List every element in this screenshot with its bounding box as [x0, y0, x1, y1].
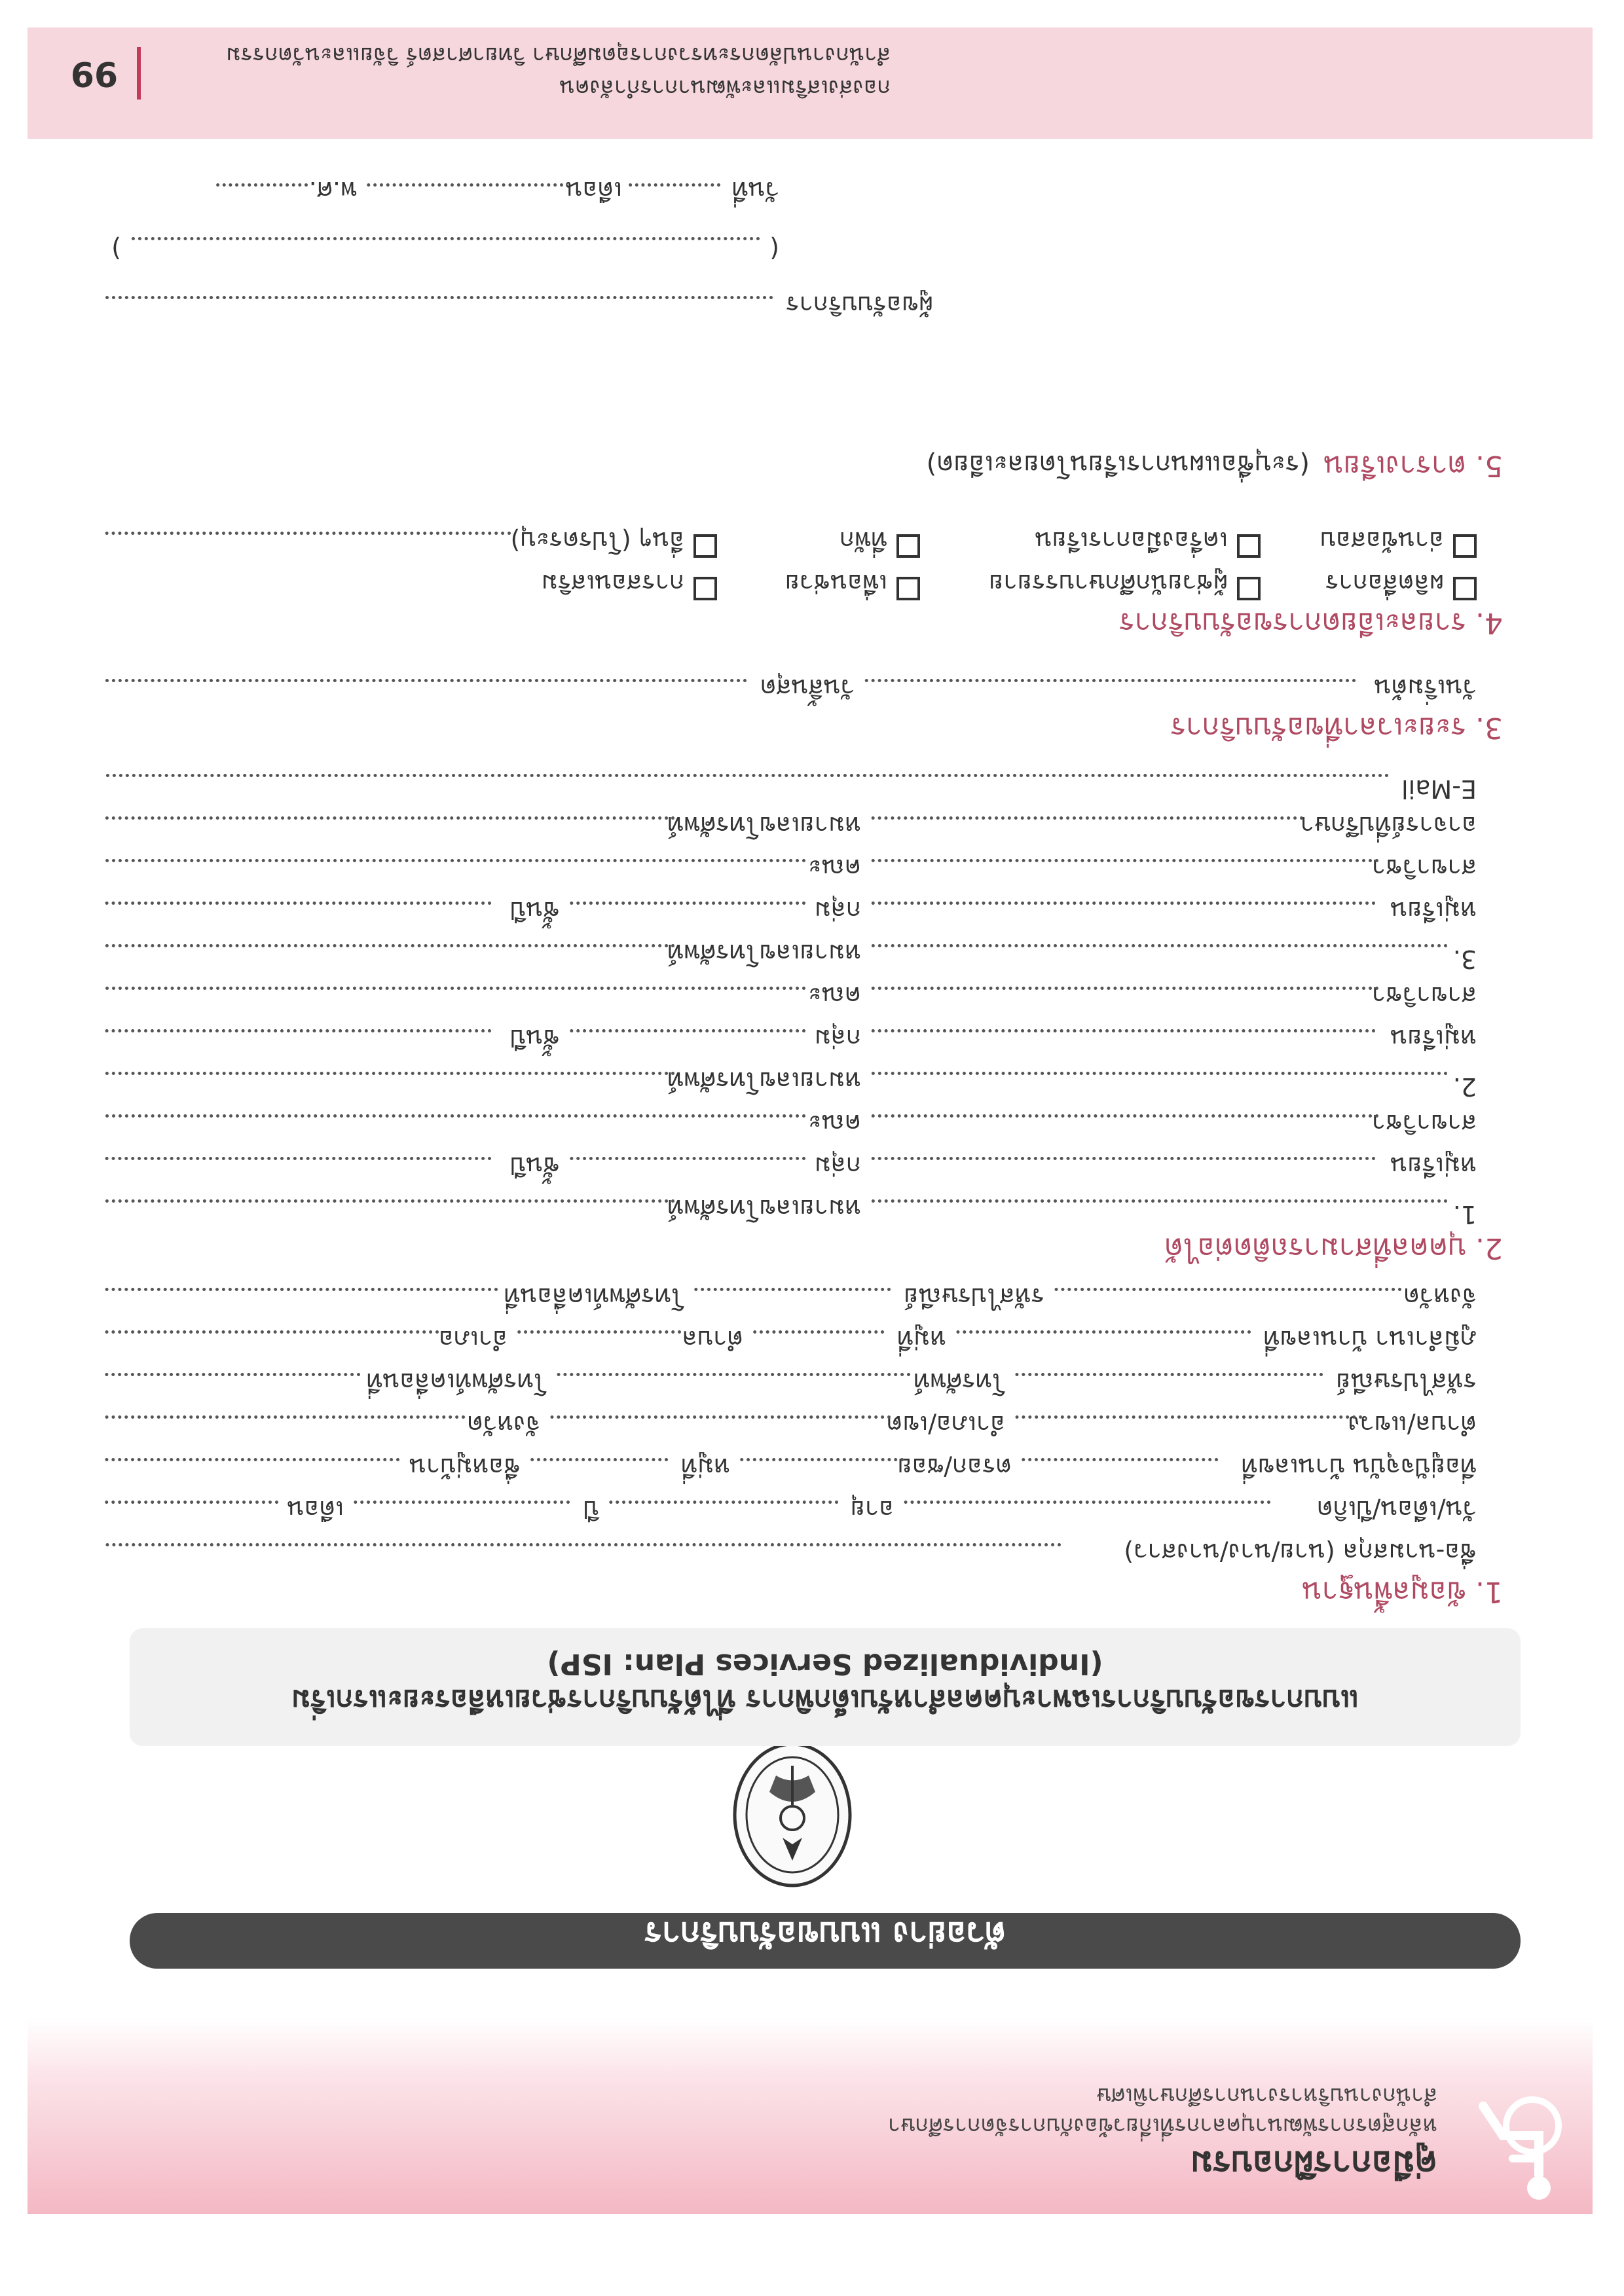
contact-3-faculty-input[interactable]: [105, 859, 805, 862]
soi-input[interactable]: [740, 1458, 904, 1461]
birth-moo-input[interactable]: [753, 1330, 884, 1334]
contact-2-faculty-input[interactable]: [105, 987, 805, 990]
option-peer-checkbox[interactable]: [896, 577, 920, 600]
signature-input[interactable]: [105, 296, 773, 299]
contact-3-faculty-label: คณะ: [807, 854, 861, 883]
postcode-input[interactable]: [1015, 1373, 1323, 1376]
birth-postcode-input[interactable]: [694, 1288, 891, 1291]
contact-2-class-input[interactable]: [871, 1029, 1375, 1032]
header-title: คู่มือการฝึกอบรม: [1190, 2143, 1437, 2183]
footer-line-2: สำนักงานปลัดกระทรวงการอุดมศึกษา วิทยาศาสตร์ วิจัยและนวัตกรรม: [226, 42, 891, 68]
section-2-heading: 2. บุคคลที่สามารถติดต่อได้: [1164, 1231, 1503, 1265]
contact-1-group-label: กลุ่ม: [814, 1152, 861, 1180]
advisor-phone-input[interactable]: [105, 816, 674, 820]
form-title-box: [130, 1628, 1521, 1746]
option-other-label: อื่นๆ (โปรดระบุ): [510, 526, 684, 555]
mobile-input[interactable]: [105, 1373, 360, 1376]
contact-1-number: 1.: [1452, 1200, 1477, 1229]
birth-moo-label: หมู่ที่: [896, 1325, 946, 1354]
year-input[interactable]: [354, 1501, 570, 1504]
contact-2-teacher-label: สาขาวิชา: [1371, 981, 1477, 1010]
signature-open-paren: (: [769, 234, 779, 263]
contact-1-class-input[interactable]: [871, 1157, 1375, 1160]
signer-name-input[interactable]: [131, 237, 760, 240]
option-exam-reader-label: อ่านข้อสอบ: [1320, 526, 1444, 555]
signature-close-paren: ): [111, 234, 121, 263]
birth-province-input[interactable]: [1054, 1288, 1401, 1291]
section-4-heading: 4. รายละเอียดการขอรับบริการ: [1118, 606, 1503, 640]
end-date-input[interactable]: [105, 679, 747, 682]
birth-mobile-input[interactable]: [105, 1288, 498, 1291]
contact-1-teacher-input[interactable]: [871, 1114, 1378, 1118]
option-housing-label: ที่พัก: [839, 526, 887, 555]
month-input[interactable]: [105, 1501, 278, 1504]
sign-day-input[interactable]: [629, 183, 720, 187]
start-date-label: วันเริ่มต้น: [1374, 674, 1477, 702]
email-label: E-Mail: [1401, 774, 1477, 803]
sign-day-label: วันที่: [731, 176, 779, 205]
form-subtitle: (Individualized Services Plan: ISP): [547, 1647, 1103, 1681]
advisor-input[interactable]: [871, 816, 1303, 820]
contact-3-group-label: กลุ่ม: [814, 896, 861, 925]
village-label: ชื่อหมู่บ้าน: [409, 1453, 521, 1482]
option-assistant-label: ผู้ช่วยนักศึกษาบรรยาย: [989, 569, 1228, 598]
moo-label: หมู่ที่: [680, 1453, 730, 1482]
contact-2-group-input[interactable]: [570, 1029, 805, 1032]
address-input[interactable]: [1022, 1458, 1218, 1461]
soi-label: ตรอก/ซอย: [897, 1453, 1012, 1482]
option-housing-checkbox[interactable]: [896, 534, 920, 558]
province-input[interactable]: [105, 1415, 465, 1419]
option-tutoring-checkbox[interactable]: [693, 577, 717, 600]
contact-2-teacher-input[interactable]: [871, 987, 1378, 990]
advisor-label: อาจารย์ที่ปรึกษา: [1300, 811, 1477, 840]
contact-3-phone-input[interactable]: [105, 944, 674, 947]
university-emblem-icon: [730, 1740, 855, 1890]
mobile-label: โทรศัพท์เคลื่อนที่: [366, 1368, 547, 1396]
form-banner: [130, 1913, 1521, 1969]
contact-1-faculty-input[interactable]: [105, 1114, 805, 1118]
contact-1-level-input[interactable]: [105, 1157, 491, 1160]
contact-2-phone-input[interactable]: [105, 1072, 674, 1075]
phone-input[interactable]: [557, 1373, 910, 1376]
age-input[interactable]: [609, 1501, 838, 1504]
birth-district-input[interactable]: [105, 1330, 439, 1334]
district-input[interactable]: [550, 1415, 891, 1419]
contact-2-faculty-label: คณะ: [807, 981, 861, 1010]
postcode-label: รหัสไปรษณีย์: [1336, 1368, 1477, 1396]
sign-year-label: พ.ศ.: [308, 176, 357, 205]
contact-2-number: 2.: [1452, 1072, 1477, 1101]
name-label: ชื่อ-นามสกุล (นาย/นาง/นางสาว): [1124, 1538, 1477, 1567]
subdistrict-label: ตำบล/แขวง: [1348, 1410, 1477, 1439]
form-title: แบบการขอรับบริการเฉพาะบุคคลสำหรับเด็กพิการ ที่ได้รับบริการช่วยเหลือระยะแรกเริ่ม: [291, 1683, 1359, 1717]
phone-label: โทรศัพท์: [913, 1368, 1005, 1396]
contact-1-phone-label: หมายเลขโทรศัพท์: [667, 1194, 861, 1223]
birthplace-label: ภูมิลำเนา บ้านเลขที่: [1263, 1325, 1477, 1354]
option-learning-tools-label: เครื่องมือการเรียน: [1035, 526, 1228, 555]
option-tutoring-label: การสอนเสริม: [541, 569, 684, 598]
option-materials-checkbox[interactable]: [1453, 577, 1477, 600]
dob-label: วัน/เดือน/ปีเกิด: [1316, 1495, 1477, 1524]
dob-input[interactable]: [904, 1501, 1270, 1504]
option-other-checkbox[interactable]: [693, 534, 717, 558]
option-learning-tools-checkbox[interactable]: [1237, 534, 1261, 558]
contact-2-phone-label: หมายเลขโทรศัพท์: [667, 1066, 861, 1095]
birth-mobile-label: โทรศัพท์เคลื่อนที่: [504, 1283, 684, 1311]
contact-2-group-label: กลุ่ม: [814, 1024, 861, 1053]
moo-input[interactable]: [530, 1458, 668, 1461]
subdistrict-input[interactable]: [1015, 1415, 1362, 1419]
address-label: ที่อยู่ปัจจุบัน บ้านเลขที่: [1241, 1453, 1477, 1482]
contact-1-class-label: หมู่เรียน: [1390, 1152, 1477, 1180]
contact-3-class-input[interactable]: [871, 902, 1375, 905]
contact-3-class-label: หมู่เรียน: [1390, 896, 1477, 925]
section-5-heading: 5. ตารางเรียน: [1323, 449, 1503, 483]
contact-1-group-input[interactable]: [570, 1157, 805, 1160]
sign-month-input[interactable]: [367, 183, 563, 187]
footer-divider: [137, 47, 141, 100]
district-label: อำเภอ/เขต: [886, 1410, 1005, 1439]
header-subtitle-1: หลักสูตรการพัฒนาบุคลากรที่เกี่ยวข้องกับการจัดการศึกษา: [887, 2113, 1437, 2139]
option-peer-label: เพื่อนช่วย: [784, 569, 887, 598]
option-materials-label: ผลิตสื่อการ: [1325, 569, 1444, 598]
contact-3-teacher-label: สาขาวิชา: [1371, 854, 1477, 883]
wheelchair-icon: [1454, 2093, 1578, 2204]
option-exam-reader-checkbox[interactable]: [1453, 534, 1477, 558]
name-input[interactable]: [105, 1543, 1061, 1546]
province-label: จังหวัด: [467, 1410, 540, 1439]
contact-1-faculty-label: คณะ: [807, 1109, 861, 1138]
section-5-note: (ระบุชื่อแผนการเรียนโดยละเอียด): [926, 449, 1310, 479]
contact-3-number: 3.: [1452, 945, 1477, 974]
option-assistant-checkbox[interactable]: [1237, 577, 1261, 600]
contact-2-name-input[interactable]: [871, 1072, 1447, 1075]
option-other-input[interactable]: [105, 532, 511, 535]
contact-3-phone-label: หมายเลขโทรศัพท์: [667, 939, 861, 968]
advisor-phone-label: หมายเลขโทรศัพท์: [667, 811, 861, 840]
year-label: ปี: [583, 1495, 599, 1524]
contact-2-level-label: ชั้นปี: [510, 1024, 560, 1053]
contact-3-teacher-input[interactable]: [871, 859, 1378, 862]
contact-1-phone-input[interactable]: [105, 1199, 674, 1203]
birth-postcode-label: รหัสไปรษณีย์: [904, 1283, 1044, 1311]
contact-2-class-label: หมู่เรียน: [1390, 1024, 1477, 1053]
contact-2-level-input[interactable]: [105, 1029, 491, 1032]
contact-1-teacher-label: สาขาวิชา: [1371, 1109, 1477, 1138]
sign-year-input[interactable]: [216, 183, 308, 187]
contact-3-name-input[interactable]: [871, 944, 1447, 947]
end-date-label: วันสิ้นสุด: [760, 674, 855, 702]
banner-text: ตัวอย่าง แบบขอรับบริการ: [644, 1915, 1006, 1953]
contact-3-level-label: ชั้นปี: [510, 896, 560, 925]
birth-subdistrict-label: ตำบล: [682, 1325, 743, 1354]
contact-3-group-input[interactable]: [570, 902, 805, 905]
contact-1-name-input[interactable]: [871, 1199, 1447, 1203]
header-subtitle-2: สำนักงานบริหารงานการศึกษาพิเศษ: [1096, 2083, 1437, 2109]
age-label: อายุ: [850, 1495, 894, 1524]
section-1-heading: 1. ข้อมูลพื้นฐาน: [1302, 1575, 1503, 1609]
birth-district-label: อำเภอ: [438, 1325, 507, 1354]
birth-province-label: จังหวัด: [1403, 1283, 1477, 1311]
birth-subdistrict-input[interactable]: [517, 1330, 681, 1334]
footer-line-1: กองส่งเสริมและพัฒนาการกำลังคน: [559, 75, 891, 101]
email-input[interactable]: [105, 774, 1388, 777]
section-3-heading: 3. ระยะเวลาที่ขอรับบริการ: [1170, 711, 1503, 744]
birthplace-input[interactable]: [956, 1330, 1251, 1334]
contact-3-level-input[interactable]: [105, 902, 491, 905]
start-date-input[interactable]: [864, 679, 1356, 682]
signer-label: ผู้ขอรับบริการ: [786, 291, 933, 319]
month-label: เดือน: [287, 1495, 344, 1524]
page-number: 99: [70, 54, 118, 93]
sign-month-label: เดือน: [565, 176, 622, 205]
village-input[interactable]: [105, 1458, 399, 1461]
contact-1-level-label: ชั้นปี: [510, 1152, 560, 1180]
